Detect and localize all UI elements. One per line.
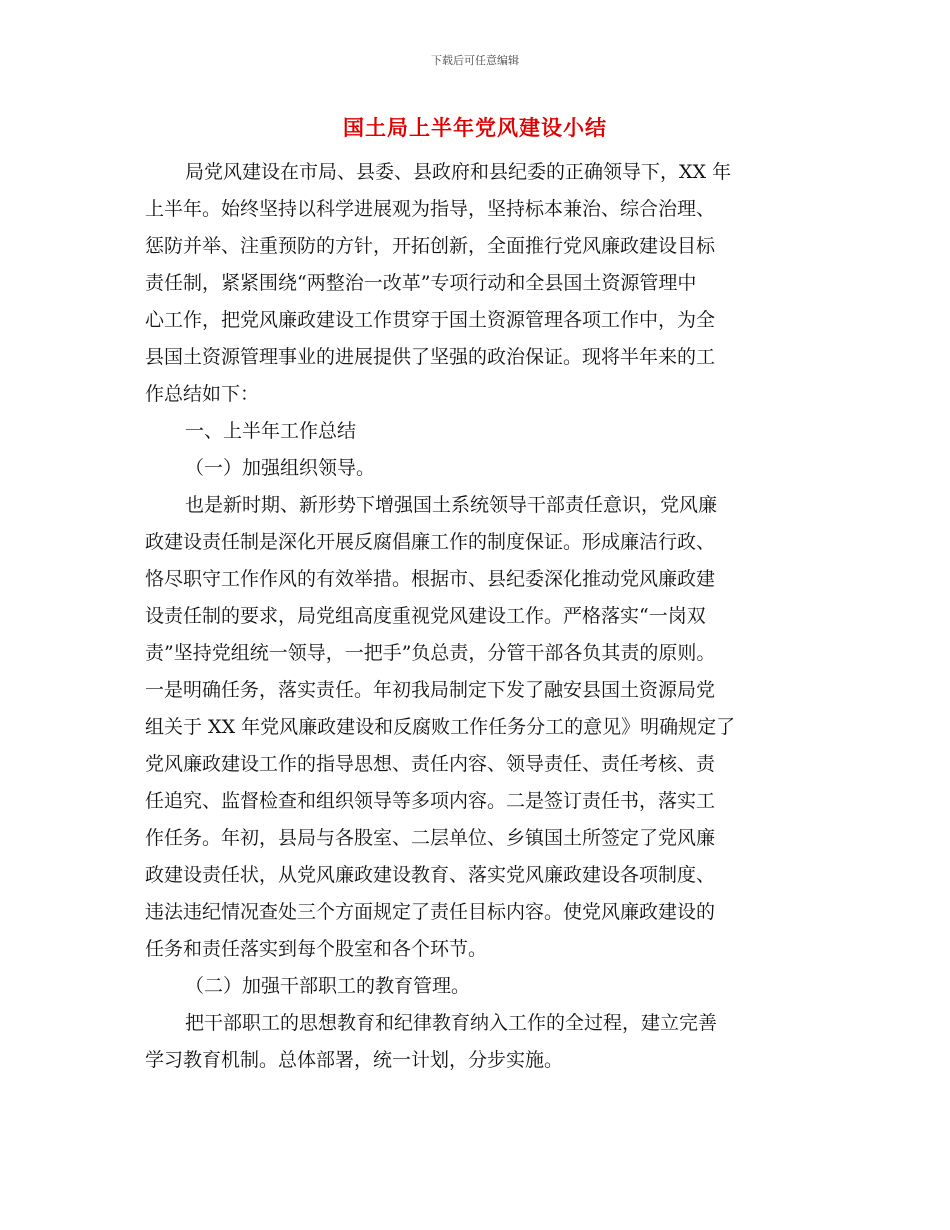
section-heading: 一、上半年工作总结 [185,420,357,442]
text-line: 局党风建设在市局、县委、县政府和县纪委的正确领导下，XX 年 [185,161,732,183]
subsection-heading: （二）加强干部职工的教育管理。 [185,975,471,997]
subsection-heading: （一）加强组织领导。 [185,457,376,479]
text-line: 责”坚持党组统一领导，一把手”负总责，分管干部各负其责的原则。 [145,642,716,664]
text-line: 责任制，紧紧围绕“两整治一改革”专项行动和全县国土资源管理中 [145,272,697,294]
text-line: 党风廉政建设工作的指导思想、责任内容、领导责任、责任考核、责 [145,753,716,775]
text-line: 违法违纪情况查处三个方面规定了责任目标内容。使党风廉政建设的 [145,901,716,923]
header-note: 下载后可任意编辑 [431,54,519,67]
text-line: 一是明确任务，落实责任。年初我局制定下发了融安县国土资源局党 [145,679,716,701]
text-line: 恪尽职守工作作风的有效举措。根据市、县纪委深化推动党风廉政建 [145,568,716,590]
text-line: 把干部职工的思想教育和纪律教育纳入工作的全过程，建立完善 [185,1012,718,1034]
text-line: 惩防并举、注重预防的方针，开拓创新，全面推行党风廉政建设目标 [145,235,716,257]
text-line: 政建设责任状，从党风廉政建设教育、落实党风廉政建设各项制度、 [145,864,716,886]
text-line: 心工作，把党风廉政建设工作贯穿于国土资源管理各项工作中，为全 [145,309,716,331]
text-line: 任务和责任落实到每个股室和各个环节。 [145,938,488,960]
text-line: 学习教育机制。总体部署，统一计划，分步实施。 [145,1049,564,1071]
text-line: 任追究、监督检查和组织领导等多项内容。二是签订责任书，落实工 [145,790,716,812]
text-line: 上半年。始终坚持以科学进展观为指导，坚持标本兼治、综合治理、 [145,198,716,220]
text-line: 政建设责任制是深化开展反腐倡廉工作的制度保证。形成廉洁行政、 [145,531,716,553]
text-line: 作总结如下： [145,383,260,405]
text-line: 作任务。年初，县局与各股室、二层单位、乡镇国土所签定了党风廉 [145,827,716,849]
document-title: 国土局上半年党风建设小结 [343,116,607,140]
text-line: 设责任制的要求，局党组高度重视党风建设工作。严格落实“一岗双 [145,605,706,627]
text-line: 组关于 XX 年党风廉政建设和反腐败工作任务分工的意见》明确规定了 [145,716,736,738]
document-body [145,154,805,1079]
text-line: 县国土资源管理事业的进展提供了坚强的政治保证。现将半年来的工 [145,346,716,368]
text-line: 也是新时期、新形势下增强国土系统领导干部责任意识，党风廉 [185,494,718,516]
